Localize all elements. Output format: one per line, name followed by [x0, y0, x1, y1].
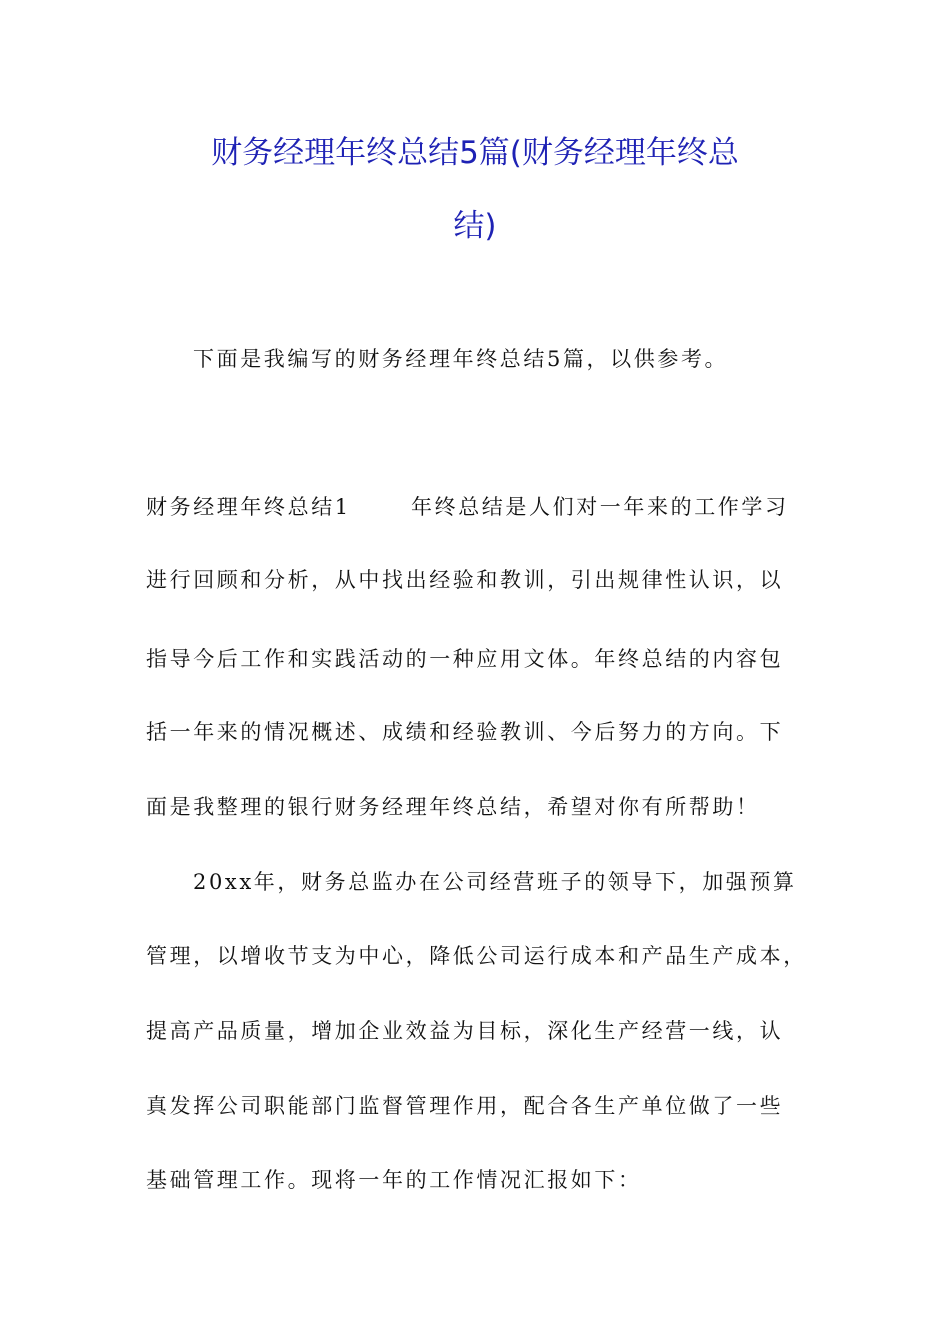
- document-title-line-1: 财务经理年终总结5篇(财务经理年终总: [211, 135, 739, 171]
- document-title-line-2: 结): [453, 208, 497, 244]
- section-1-line: 括一年来的情况概述、成绩和经验教训、今后努力的方向。下: [146, 720, 784, 744]
- paragraph-2-line: 20xx年，财务总监办在公司经营班子的领导下，加强预算: [193, 870, 797, 894]
- section-1-line: 年终总结是人们对一年来的工作学习: [411, 495, 789, 519]
- paragraph-2-line: 管理，以增收节支为中心，降低公司运行成本和产品生产成本，: [146, 944, 807, 968]
- section-1-line: 面是我整理的银行财务经理年终总结，希望对你有所帮助！: [146, 795, 760, 819]
- intro-paragraph: 下面是我编写的财务经理年终总结5篇，以供参考。: [193, 347, 729, 371]
- paragraph-2-line: 提高产品质量，增加企业效益为目标，深化生产经营一线，认: [146, 1019, 784, 1043]
- section-1-line: 进行回顾和分析，从中找出经验和教训，引出规律性认识，以: [146, 568, 784, 592]
- section-1-heading: 财务经理年终总结1: [146, 495, 351, 519]
- section-1-line: 指导今后工作和实践活动的一种应用文体。年终总结的内容包: [146, 647, 784, 671]
- paragraph-2-line: 真发挥公司职能部门监督管理作用，配合各生产单位做了一些: [146, 1094, 784, 1118]
- paragraph-2-line: 基础管理工作。现将一年的工作情况汇报如下：: [146, 1168, 642, 1192]
